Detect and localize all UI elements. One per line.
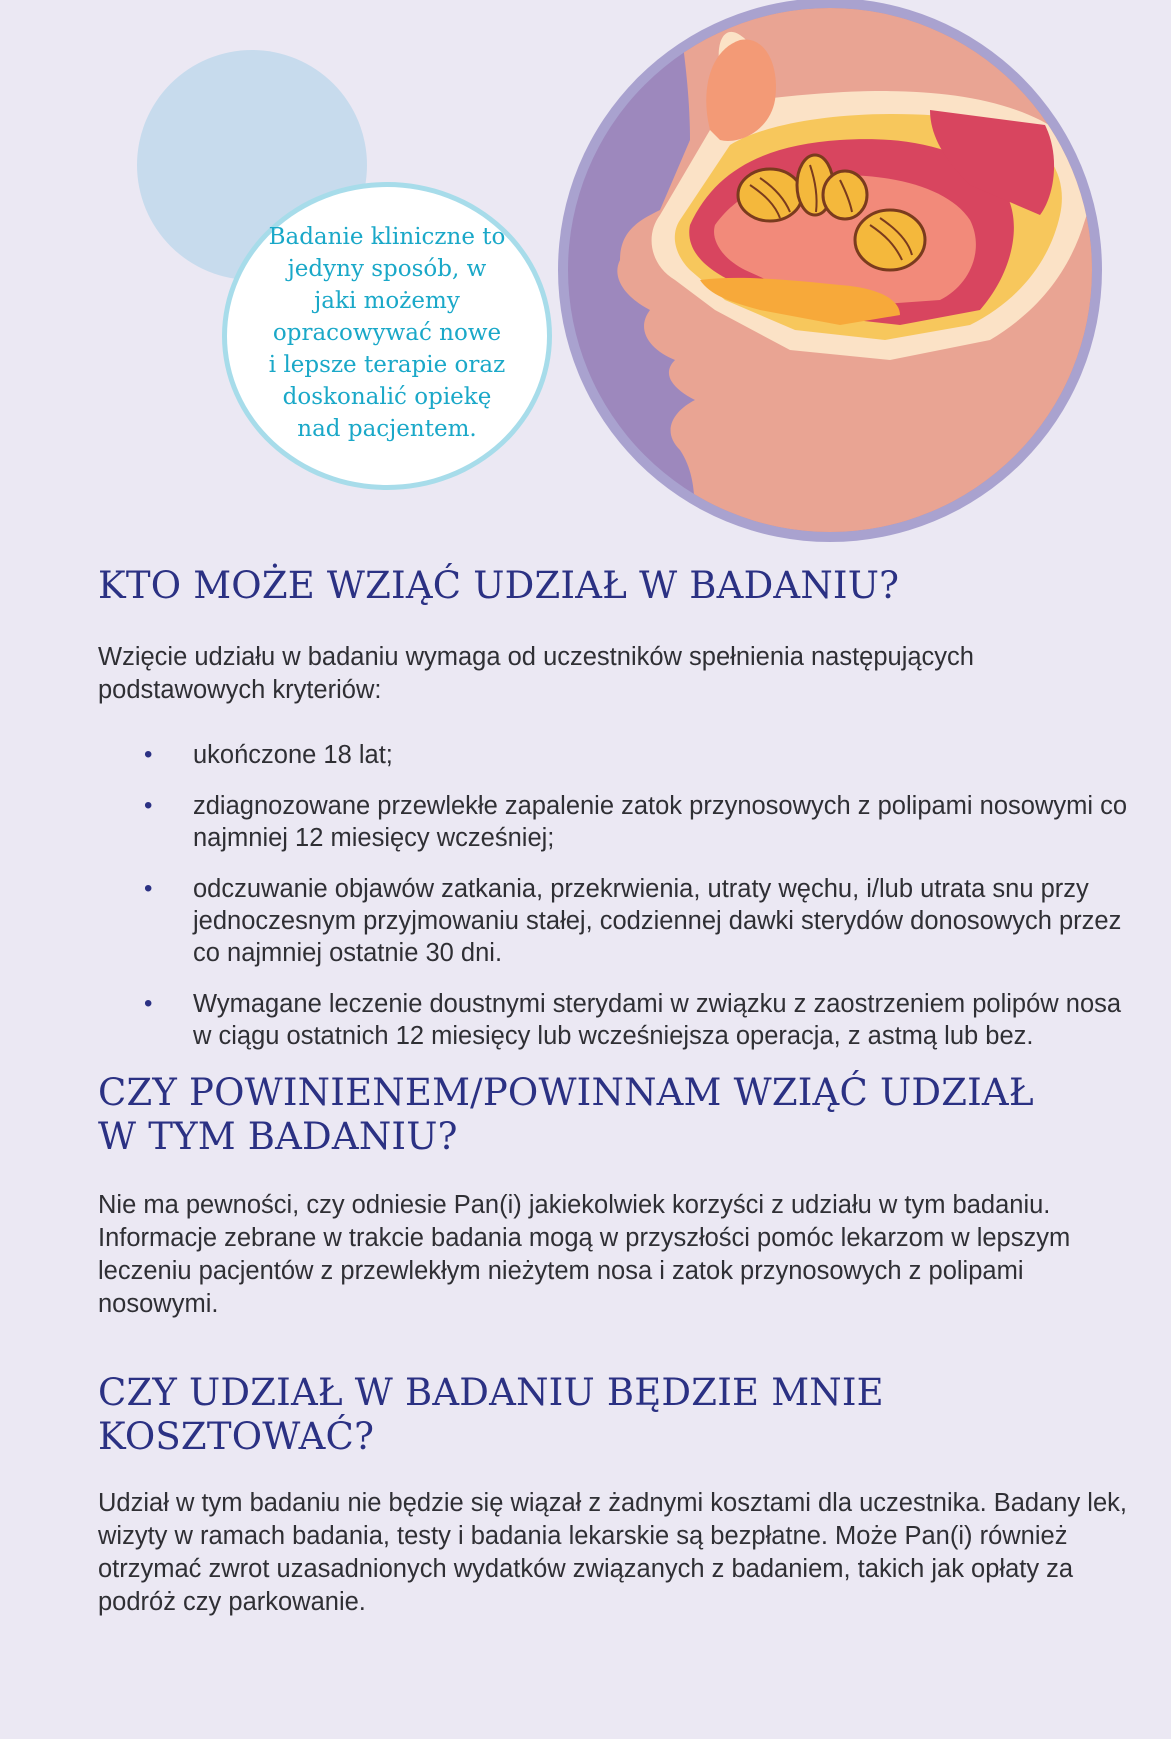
list-item xyxy=(98,988,1128,1052)
criteria-text: zdiagnozowane przewlekłe zapalenie zatok przynosowych z polipami nosowymi co najmniej 12 miesięcy wcześniej; xyxy=(193,792,1128,852)
heading-cost: CZY UDZIAŁ W BADANIU BĘDZIE MNIE KOSZTOWAĆ? xyxy=(98,1371,884,1458)
heading-line-1: CZY POWINIENEM/POWINNAM WZIĄĆ UDZIAŁ xyxy=(98,1071,1034,1114)
bullet-icon: • xyxy=(144,741,153,768)
body-cost: Udział w tym badaniu nie będzie się wiązał z żadnymi kosztami dla uczestnika. Badany lek, wizyty w ramach badania, testy i badania lekarskie są bezpłatne. Może Pan(i) również otrzymać zwrot uzasadnionych wydatków związanych z badaniem, takich jak opłaty za podróż czy parkowanie. xyxy=(98,1489,1127,1616)
list-item xyxy=(98,873,1128,969)
quote-text: Badanie kliniczne to jedyny sposób, w jaki możemy opracowywać nowe i lepsze terapie oraz doskonalić opiekę nad pacjentem. xyxy=(268,224,506,442)
criteria-text: ukończone 18 lat; xyxy=(193,741,393,769)
bullet-icon: • xyxy=(144,875,153,902)
criteria-text: odczuwanie objawów zatkania, przekrwienia, utraty węchu, i/lub utrata snu przy jednoczesnym przyjmowaniu stałej, codziennej dawki sterydów donosowych przez co najmniej ostatnie 30 dni. xyxy=(193,875,1122,967)
hero-section xyxy=(0,0,1171,560)
heading-should-participate xyxy=(98,1071,1128,1159)
body-should-participate: Nie ma pewności, czy odniesie Pan(i) jakiekolwiek korzyści z udziału w tym badaniu. Informacje zebrane w trakcie badania mogą w przyszłości pomóc lekarzom w lepszym leczeniu pacjentów z przewlekłym nieżytem nosa i zatok przynosowych z polipami nosowymi. xyxy=(98,1191,1071,1318)
intro-who-can-participate: Wzięcie udziału w badaniu wymaga od uczestników spełnienia następujących podstawowych kryteriów: xyxy=(98,643,974,704)
list-item xyxy=(98,790,1128,854)
list-item xyxy=(98,739,1128,771)
nasal-polyps-illustration xyxy=(540,0,1120,560)
main-content xyxy=(98,560,1128,1619)
bullet-icon: • xyxy=(144,792,153,819)
heading-who-can-participate: KTO MOŻE WZIĄĆ UDZIAŁ W BADANIU? xyxy=(98,564,900,607)
criteria-list xyxy=(98,739,1128,1052)
criteria-text: Wymagane leczenie doustnymi sterydami w związku z zaostrzeniem polipów nosa w ciągu ostatnich 12 miesięcy lub wcześniejsza operacja, z astmą lub bez. xyxy=(193,990,1122,1050)
quote-bubble xyxy=(222,182,552,490)
heading-line-2: W TYM BADANIU? xyxy=(98,1115,458,1158)
bullet-icon: • xyxy=(144,990,153,1017)
